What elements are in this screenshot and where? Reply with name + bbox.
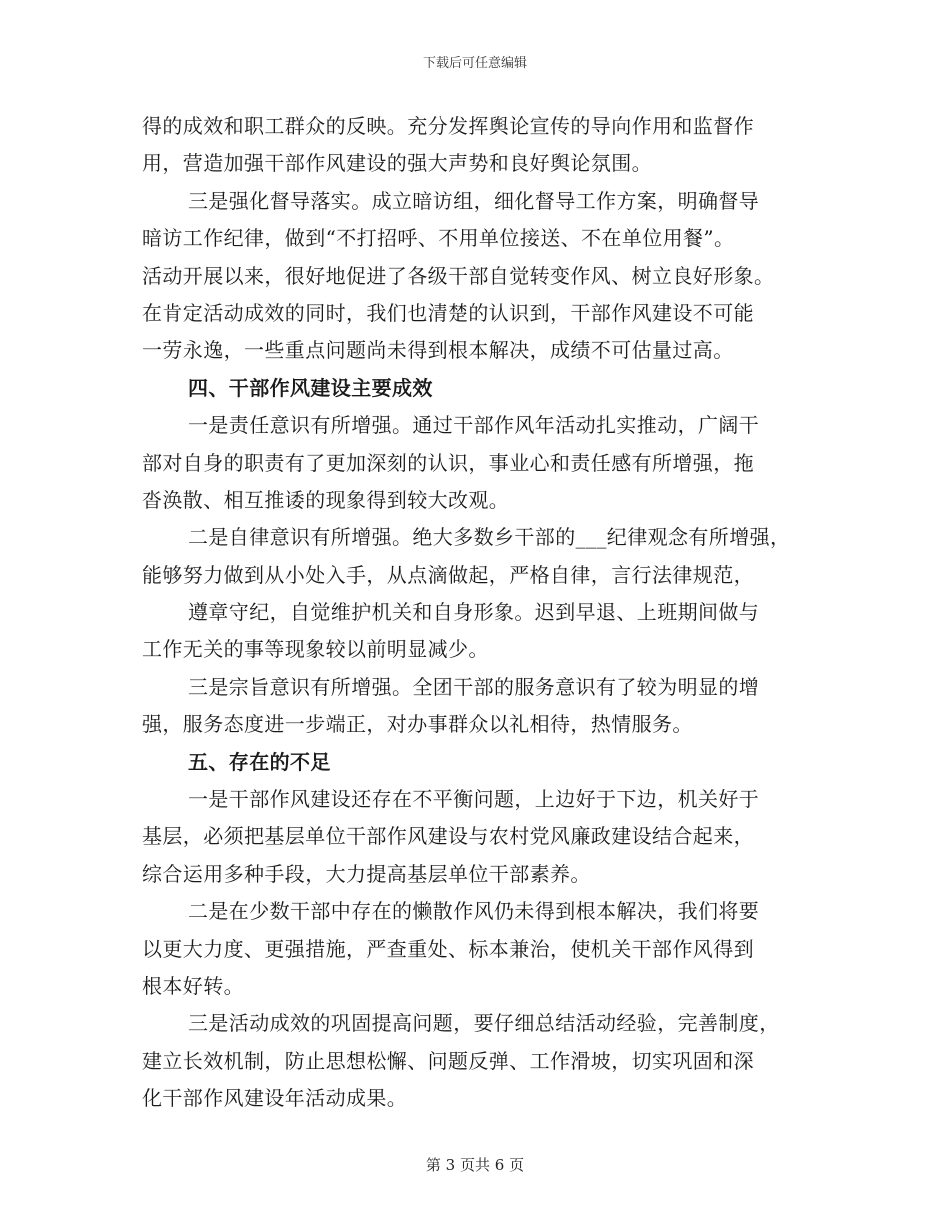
paragraph-line: 建立长效机制，防止思想松懈、问题反弹、工作滑坡，切实巩固和深 [142, 1048, 754, 1073]
paragraph-line: 在肯定活动成效的同时，我们也清楚的认识到，干部作风建设不可能 [142, 300, 754, 325]
paragraph-line: 工作无关的事等现象较以前明显减少。 [142, 637, 489, 662]
paragraph-line: 部对自身的职责有了更加深刻的认识，事业心和责任感有所增强，拖 [142, 450, 754, 475]
paragraph-line: 以更大力度、更强措施，严查重处、标本兼治，使机关干部作风得到 [142, 936, 754, 961]
paragraph-line: 遵章守纪，自觉维护机关和自身形象。迟到早退、上班期间做与 [188, 600, 760, 625]
paragraph-line: 化干部作风建设年活动成果。 [142, 1086, 408, 1111]
section-heading: 四、干部作风建设主要成效 [188, 375, 433, 400]
section-heading: 五、存在的不足 [188, 749, 331, 774]
paragraph-line: 三是强化督导落实。成立暗访组，细化督导工作方案，明确督导 [188, 188, 760, 213]
paragraph-line: 用，营造加强干部作风建设的强大声势和良好舆论氛围。 [142, 151, 652, 176]
paragraph-line: 沓涣散、相互推诿的现象得到较大改观。 [142, 487, 510, 512]
paragraph-line: 根本好转。 [142, 973, 244, 998]
paragraph-line: 三是宗旨意识有所增强。全团干部的服务意识有了较为明显的增 [188, 674, 760, 699]
paragraph-line: 一是责任意识有所增强。通过干部作风年活动扎实推动，广阔干 [188, 413, 760, 438]
paragraph-line: 得的成效和职工群众的反映。充分发挥舆论宣传的导向作用和监督作 [142, 114, 754, 138]
paragraph-line: 强，服务态度进一步端正，对办事群众以礼相待，热情服务。 [142, 712, 693, 737]
paragraph-line: 基层，必须把基层单位干部作风建设与农村党风廉政建设结合起来， [142, 824, 754, 849]
paragraph-line: 暗访工作纪律，做到“不打招呼、不用单位接送、不在单位用餐”。 [142, 226, 735, 251]
paragraph-line: 一是干部作风建设还存在不平衡问题，上边好于下边，机关好于 [188, 787, 760, 812]
paragraph-line: 活动开展以来，很好地促进了各级干部自觉转变作风、树立良好形象。 [142, 263, 775, 288]
paragraph-line: 能够努力做到从小处入手，从点滴做起，严格自律，言行法律规范， [142, 562, 754, 587]
page-number: 第 3 页共 6 页 [425, 1156, 525, 1174]
paragraph-line: 一劳永逸，一些重点问题尚未得到根本解决，成绩不可估量过高。 [142, 338, 734, 363]
paragraph-line: 三是活动成效的巩固提高问题，要仔细总结活动经验，完善制度， [188, 1011, 780, 1036]
paragraph-line: 二是在少数干部中存在的懒散作风仍未得到根本解决，我们将要 [188, 899, 760, 924]
paragraph-line: 二是自律意识有所增强。绝大多数乡干部的___纪律观念有所增强， [188, 525, 791, 550]
document-body [142, 108, 822, 1118]
page-header: 下载后可任意编辑 [422, 56, 527, 71]
paragraph-line: 综合运用多种手段，大力提高基层单位干部素养。 [142, 861, 591, 886]
